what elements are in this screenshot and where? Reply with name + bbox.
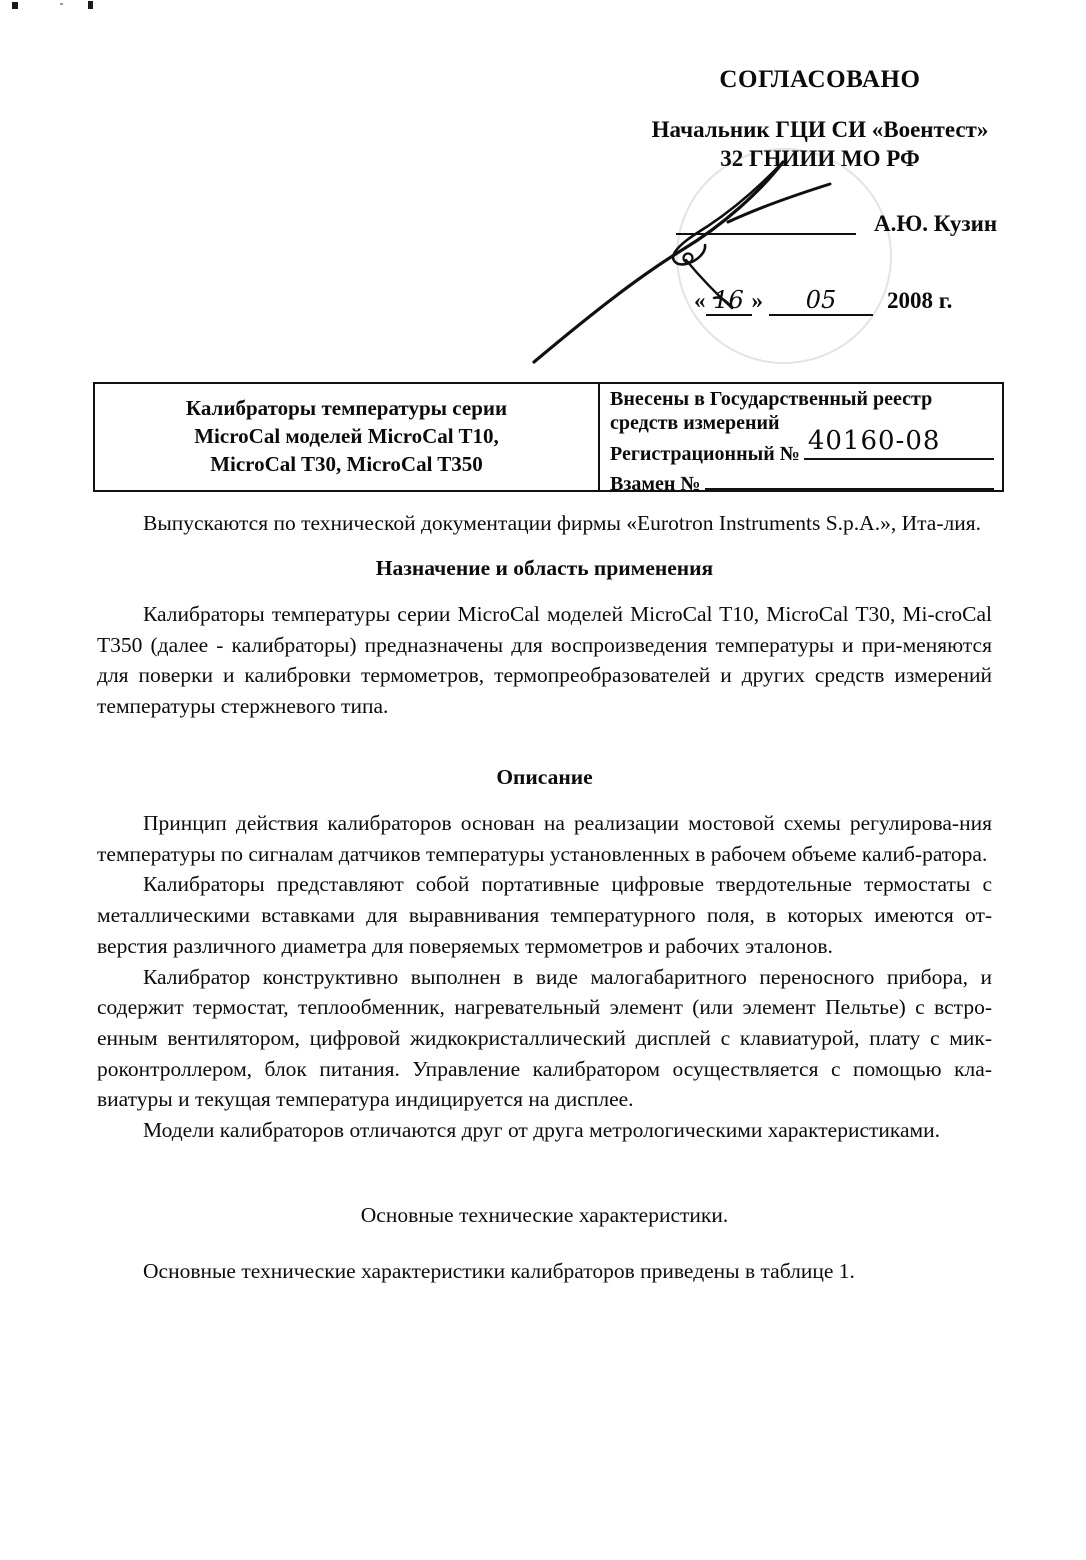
registration-number-row	[610, 425, 994, 467]
replaces-number-row	[610, 466, 994, 497]
scan-artifact-speck	[12, 2, 18, 9]
registry-box-device-cell	[95, 384, 600, 490]
approval-office-line-2: 32 ГНИИИ МО РФ	[720, 146, 920, 172]
replaces-number-label: Взамен №	[610, 473, 701, 496]
description-paragraph-3: Калибратор конструктивно выполнен в виде малогабаритного переносного прибора, и содержит термостат, теплообменник, нагревательный элемент (или элемент Пельтье) с встро-енным вентилятором, цифровой жидкокристаллический дисплей с клавиатурой, плату с мик-роконтроллером, блок питания. Управление калибратором осуществляется с помощью кла-виатуры и текущая температура индицируется на дисплее.	[97, 964, 992, 1112]
scan-artifact-speck	[60, 3, 63, 5]
signature-row	[676, 212, 1036, 235]
stamp-impression-ghost	[676, 148, 892, 364]
approval-block	[600, 66, 1040, 174]
registration-number-label: Регистрационный №	[610, 442, 800, 465]
registration-number-value: 40160-08	[807, 425, 941, 456]
signer-name: А.Ю. Кузин	[874, 211, 998, 236]
device-name-line-1: Калибраторы температуры серии	[185, 396, 508, 421]
registry-text-line-1: Внесены в Государственный реестр	[610, 388, 933, 410]
purpose-paragraph: Калибраторы температуры серии MicroCal моделей MicroCal T10, MicroCal T30, Mi-croCal T350 (далее - калибраторы) предназначены для воспроизведения температуры и при-меняются для поверки и калибровки термометров, термопреобразователей и других средств измерений температуры стержневого типа.	[97, 601, 992, 719]
signature-rule	[676, 213, 856, 235]
approval-office-line-1: Начальник ГЦИ СИ «Воентест»	[651, 116, 989, 142]
approval-office	[600, 115, 1040, 174]
approval-date-row	[694, 286, 952, 316]
date-open-quote: «	[694, 288, 706, 313]
description-paragraph-1: Принцип действия калибраторов основан на реализации мостовой схемы регулирова-ния температуры по сигналам датчиков температуры установленных в рабочем объеме калиб-ратора.	[97, 810, 992, 866]
date-day-field[interactable]: 16	[706, 286, 752, 316]
description-paragraph-4: Модели калибраторов отличаются друг от друга метрологическими характеристиками.	[143, 1118, 941, 1143]
approval-title: СОГЛАСОВАНО	[719, 66, 921, 93]
scan-artifact-speck	[88, 1, 93, 9]
registration-number-field[interactable]	[804, 425, 994, 460]
document-body	[97, 508, 992, 1287]
registry-box-registration-cell	[600, 384, 1002, 496]
device-name-line-2: MicroCal моделей MicroCal T10,	[194, 424, 499, 449]
registry-text-line-2: средств измерений	[610, 411, 780, 434]
date-year: 2008 г.	[887, 288, 953, 313]
specs-heading: Основные технические характеристики.	[360, 1202, 729, 1227]
manufacture-note: Выпускаются по технической документации фирмы «Eurotron Instruments S.p.A.», Ита-лия.	[143, 511, 981, 535]
device-name-line-3: MicroCal T30, MicroCal T350	[210, 451, 483, 476]
specs-note: Основные технические характеристики калибраторов приведены в таблице 1.	[143, 1259, 855, 1284]
description-paragraph-2: Калибраторы представляют собой портативные цифровые твердотельные термостаты с металлическими вставками для выравнивания температурного поля, в которых имеются от-верстия различного диаметра для поверяемых термометров и рабочих эталонов.	[97, 872, 992, 958]
replaces-number-field[interactable]	[705, 466, 995, 490]
date-close-quote: »	[751, 288, 763, 313]
date-month-field[interactable]: 05	[769, 286, 873, 316]
registry-box	[93, 382, 1004, 496]
section-heading-description: Описание	[496, 764, 593, 789]
section-heading-purpose: Назначение и область применения	[375, 555, 714, 580]
